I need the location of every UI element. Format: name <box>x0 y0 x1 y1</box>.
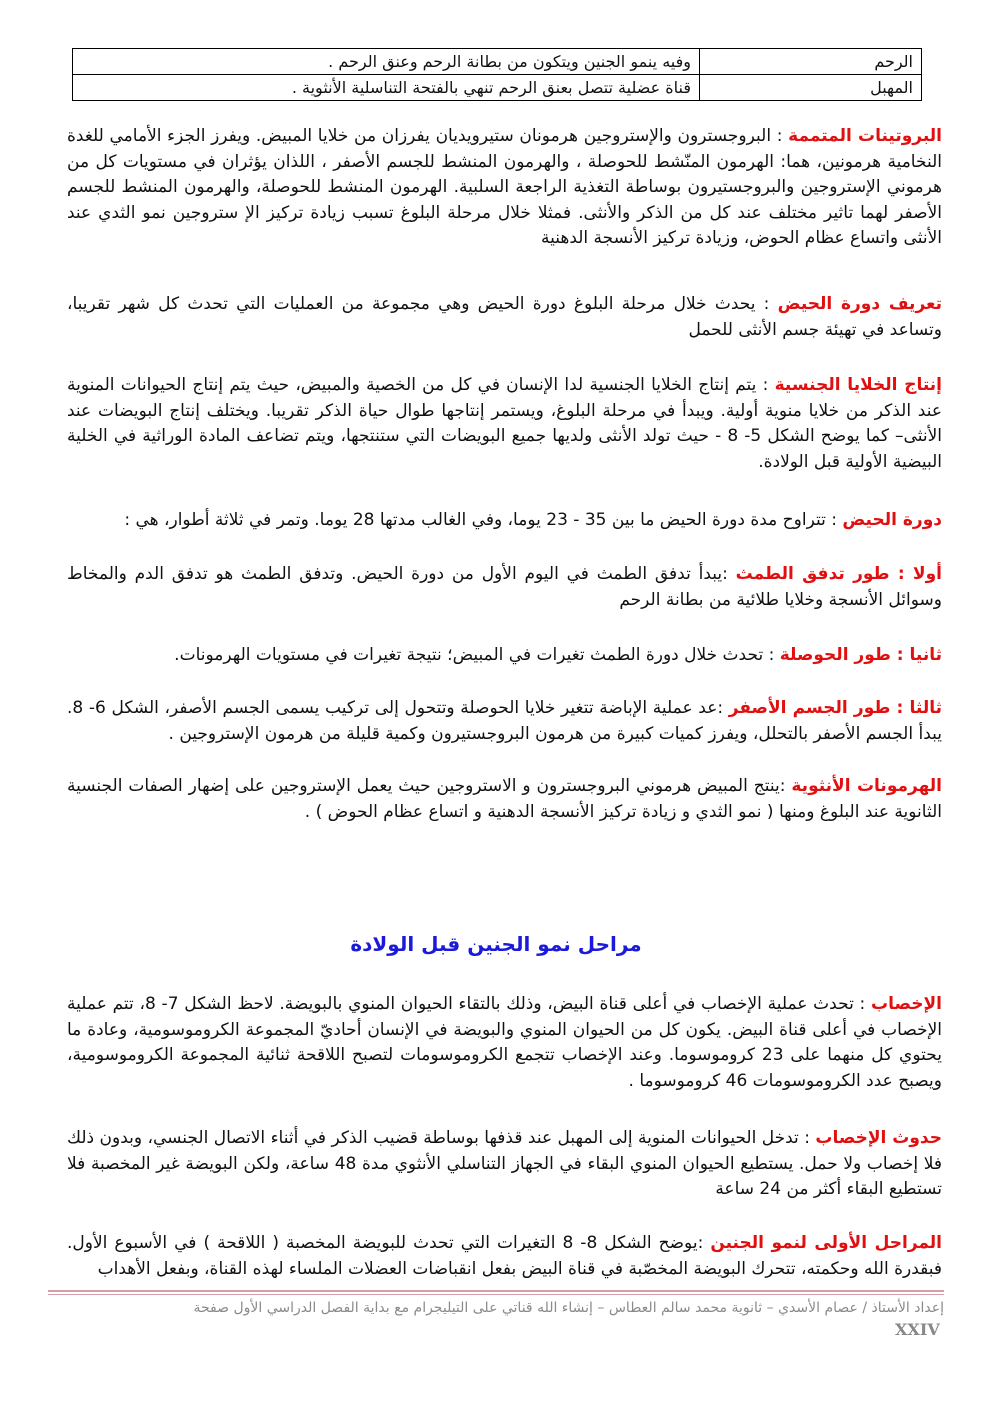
paragraph-menstrual-definition <box>67 292 942 343</box>
footer-text: إعداد الأستاذ / عصام الأسدي – ثانوية محمد سالم العطاس – إنشاء الله قناتي على التيليجرام مع بداية الفصل الدراسي الأول صفحة <box>193 1300 944 1316</box>
paragraph-text: يوضح الشكل 8- 8 التغيرات التي تحدث للبويضة المخصبة ( اللاقحة ) في الأسبوع الأول. فبقدرة الله وحكمته، تتحرك البويضة المخصّبة في قناة البيض بفعل انقباضات العضلات الملساء لهذه القناة، وبفعل الأهداب <box>67 1233 942 1279</box>
page-number: XXIV <box>895 1320 940 1339</box>
paragraph-fertilization-occurrence <box>67 1126 942 1203</box>
paragraph-flow-phase <box>67 562 942 613</box>
table-row <box>73 75 922 101</box>
term-cell: الرحم <box>700 49 922 75</box>
heading-separator: : <box>697 1233 711 1253</box>
paragraph-fertilization <box>67 992 942 1094</box>
section-title: مراحل نمو الجنين قبل الولادة <box>350 932 642 956</box>
paragraph-heading: أولا : طور تدفق الطمث <box>735 564 942 584</box>
paragraph-female-hormones <box>67 774 942 825</box>
footer-divider <box>48 1290 944 1292</box>
heading-separator: : <box>763 645 780 665</box>
paragraph-heading: الهرمونات الأنثوية <box>791 776 943 796</box>
heading-separator: : <box>771 126 789 146</box>
paragraph-text: تحدث خلال دورة الطمث تغيرات في المبيض؛ نتيجة تغيرات في مستويات الهرمونات. <box>174 645 764 665</box>
heading-separator: : <box>853 994 872 1014</box>
definition-cell: قناة عضلية تتصل بعنق الرحم تنهي بالفتحة التناسلية الأنثوية . <box>73 75 700 101</box>
paragraph-text: عد عملية الإباضة تتغير خلايا الحوصلة وتتحول إلى تركيب يسمى الجسم الأصفر، الشكل 6- 8. يبدأ الجسم الأصفر بالتحلل، ويفرز كميات كبيرة من هرمون البروجستيرون وكمية قليلة من هرمون الإستروجين . <box>67 698 942 744</box>
heading-separator: : <box>825 510 843 530</box>
term-cell: المهبل <box>700 75 922 101</box>
paragraph-luteal-phase <box>67 696 942 747</box>
paragraph-complementary-hormones <box>67 124 942 252</box>
heading-separator: : <box>779 776 792 796</box>
paragraph-heading: ثانيا : طور الحوصلة <box>779 645 942 665</box>
heading-separator: : <box>717 698 729 718</box>
definition-cell: وفيه ينمو الجنين ويتكون من بطانة الرحم وعنق الرحم . <box>73 49 700 75</box>
table-row <box>73 49 922 75</box>
footer-divider <box>48 1294 944 1295</box>
paragraph-text: يتم إنتاج الخلايا الجنسية لدا الإنسان في كل من الخصية والمبيض، حيث يتم إنتاج الحيوانات المنوية عند الذكر من خلايا منوية أولية. ويبدأ في مرحلة البلوغ، ويستمر إنتاجها طوال حياة الذكر تقريبا. ويختلف إنتاج البويضات عند الأنثى– كما يوضح الشكل 5- 8 - حيث تولد الأنثى ولديها جميع البويضات التي ستنتجها، ويتم تضاعف المادة الوراثية في الخلية البيضية الأولية قبل الولادة. <box>67 375 942 472</box>
paragraph-sex-cells-production <box>67 373 942 475</box>
heading-separator: : <box>722 564 736 584</box>
paragraph-text: يبدأ تدفق الطمث في اليوم الأول من دورة الحيض. وتدفق الطمث هو تدفق الدم والمخاط وسوائل الأنسجة وخلايا طلائية من بطانة الرحم <box>67 564 942 610</box>
paragraph-heading: البروتينات المتممة <box>788 126 943 146</box>
paragraph-text: تتراوح مدة دورة الحيض ما بين 35 - 23 يوما، وفي الغالب مدتها 28 يوما. وتمر في ثلاثة أطوار، هي : <box>124 510 826 530</box>
paragraph-early-embryo <box>67 1231 942 1282</box>
paragraph-follicular-phase <box>67 643 942 669</box>
heading-separator: : <box>798 1128 816 1148</box>
paragraph-heading: المراحل الأولى لنمو الجنين <box>710 1233 943 1253</box>
paragraph-menstrual-cycle <box>67 508 942 534</box>
paragraph-text: البروجسترون والإستروجين هرمونان ستيرويديان يفرزان من خلايا المبيض. ويفرز الجزء الأمامي للغدة النخامية هرمونين، هما: الهرمون المنّشط للحوصلة ، والهرمون المنشط للجسم الأصفر ، اللذان يؤثران في مستويات كل من هرموني الإستروجين والبروجستيرون بوساطة التغذية الراجعة السلبية. الهرمون المنشط للحوصلة، والهرمون المنشط للجسم الأصفر لهما تاثير مختلف عند كل من الذكر والأنثى. فمثلا خلال مرحلة البلوغ تسبب زيادة تركيز الإ ستروجين نمو الثدي عند الأنثى واتساع عظام الحوض، وزيادة تركيز الأنسجة الدهنية <box>67 126 942 248</box>
paragraph-text: تحدث عملية الإخصاب في أعلى قناة البيض، وذلك بالتقاء الحيوان المنوي بالبويضة. لاحظ الشكل 7- 8، تتم عملية الإخصاب في أعلى قناة البيض. يكون كل من الحيوان المنوي والبويضة في الإنسان أحاديّ المجموعة الكروموسومية، وعادة ما يحتوي كل منهما على 23 كروموسوما. وعند الإخصاب تتجمع الكروموسومات لتصبح اللاقحة ثنائية المجموعة الكروموسومية، ويصبح عدد الكروموسومات 46 كروموسوما . <box>67 994 942 1091</box>
paragraph-heading: دورة الحيض <box>842 510 942 530</box>
paragraph-text: يحدث خلال مرحلة البلوغ دورة الحيض وهي مجموعة من العمليات التي تحدث كل شهر تقريبا، وتساعد في تهيئة جسم الأنثى للحمل <box>67 294 942 340</box>
terms-table <box>72 48 922 101</box>
paragraph-heading: تعريف دورة الحيض <box>777 294 942 314</box>
paragraph-heading: الإخصاب <box>871 994 942 1014</box>
paragraph-text: ينتج المبيض هرموني البروجسترون و الاستروجين حيث يعمل الإستروجين على إضهار الصفات الجنسية الثانوية عند البلوغ ومنها ( نمو الثدي و زيادة تركيز الأنسجة الدهنية و اتساع عظام الحوض ) . <box>67 776 942 822</box>
heading-separator: : <box>756 375 775 395</box>
paragraph-heading: ثالثا : طور الجسم الأصفر <box>728 698 942 718</box>
paragraph-heading: حدوث الإخصاب <box>815 1128 942 1148</box>
paragraph-heading: إنتاج الخلايا الجنسية <box>774 375 942 395</box>
heading-separator: : <box>755 294 778 314</box>
paragraph-text: تدخل الحيوانات المنوية إلى المهبل عند قذفها بوساطة قضيب الذكر في أثناء الاتصال الجنسي، وبدون ذلك فلا إخصاب ولا حمل. يستطيع الحيوان المنوي البقاء في الجهاز التناسلي الأنثوي مدة 48 ساعة، ولكن البويضة غير المخصبة فلا تستطيع البقاء أكثر من 24 ساعة <box>67 1128 942 1199</box>
